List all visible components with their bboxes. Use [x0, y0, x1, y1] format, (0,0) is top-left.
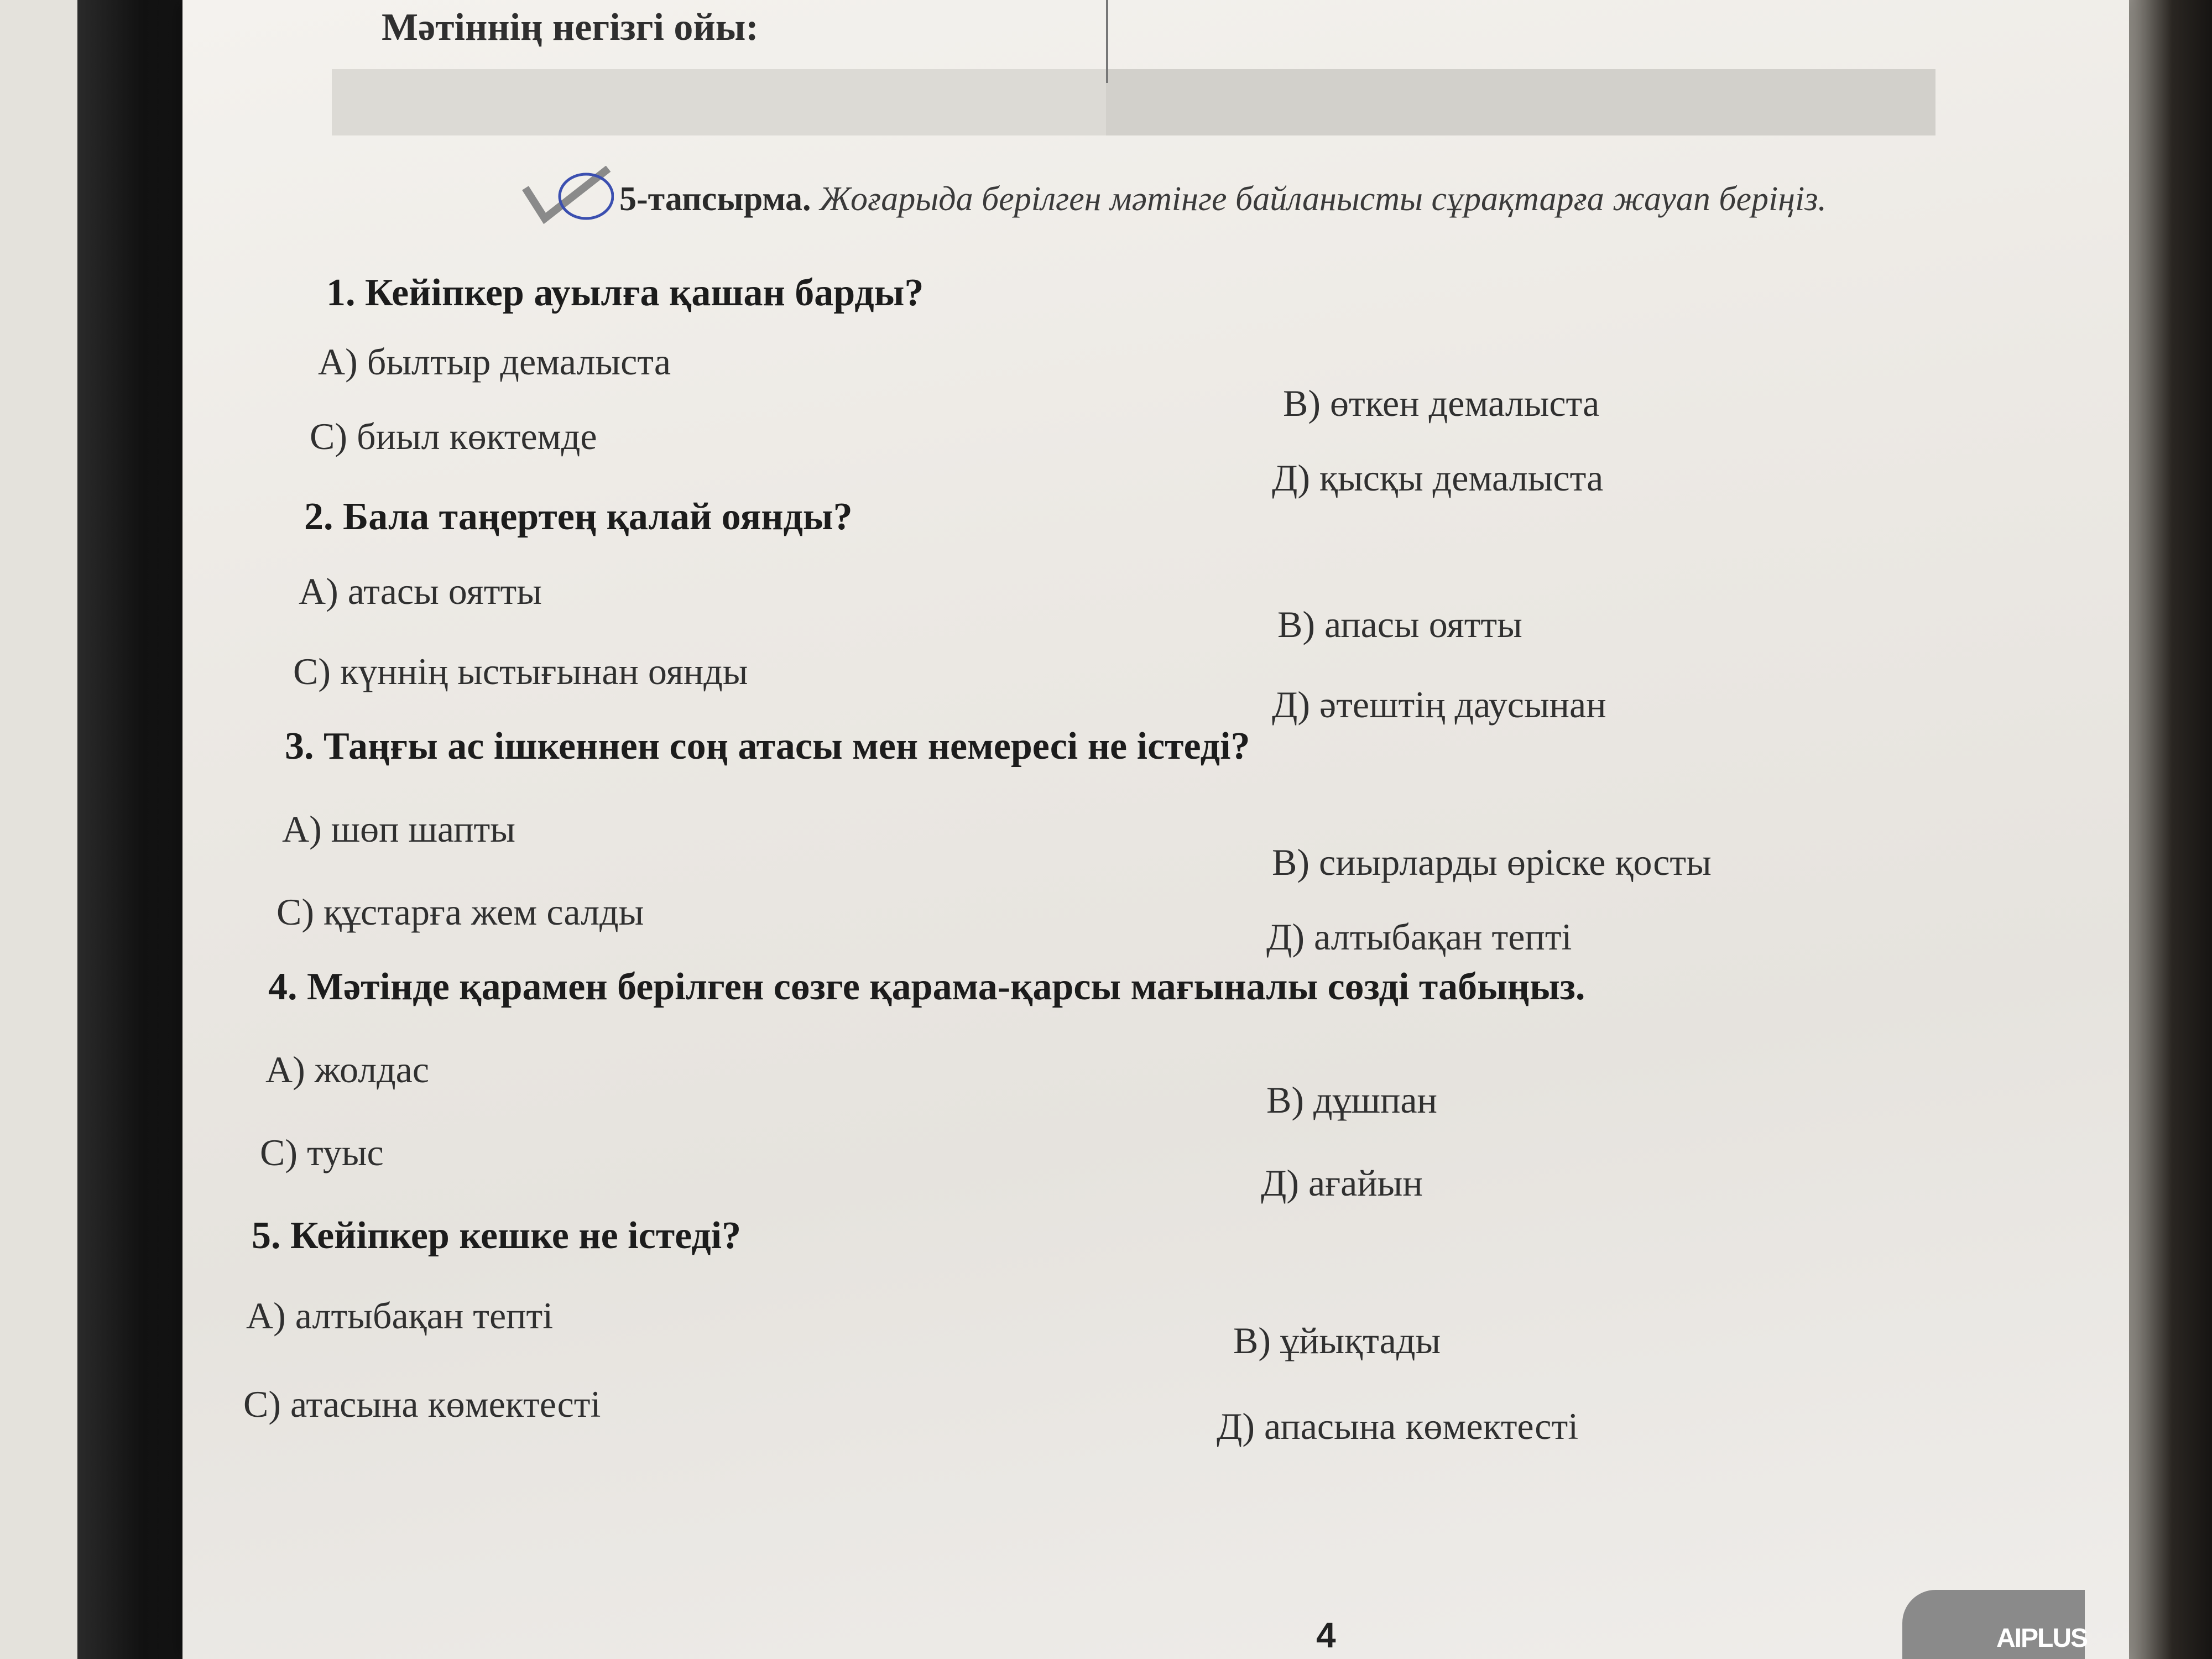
option-5a: А) алтыбақан тепті [246, 1295, 554, 1337]
task-number: 5-тапсырма. [619, 180, 811, 218]
option-1a: А) былтыр демалыста [318, 341, 671, 383]
worksheet-page [182, 0, 2129, 1659]
answer-cell [1106, 69, 1936, 135]
option-3b: В) сиырларды өріске қосты [1272, 841, 1712, 883]
option-1b: В) өткен демалыста [1283, 382, 1600, 424]
option-3a: А) шөп шапты [282, 808, 515, 850]
question-1: 1. Кейіпкер ауылға қашан барды? [326, 272, 924, 314]
question-3: 3. Таңғы ас ішкеннен соң атасы мен немересі не істеді? [285, 725, 1250, 768]
page-number: 4 [1316, 1615, 1336, 1655]
question-2: 2. Бала таңертең қалай оянды? [304, 495, 853, 538]
table-divider [1106, 0, 1108, 83]
logo-text: AIPLUS [1996, 1624, 2088, 1653]
option-4c: С) туыс [260, 1131, 384, 1173]
option-1c: С) биыл көктемде [310, 415, 597, 457]
task-instruction: Жоғарыда берілген мәтінге байланысты сұрақтарға жауап беріңіз. [820, 180, 1827, 218]
option-3c: С) құстарға жем салды [276, 891, 644, 933]
option-4a: А) жолдас [265, 1048, 430, 1091]
option-5d: Д) апасына көмектесті [1217, 1405, 1579, 1447]
question-4: 4. Мәтінде қарамен берілген сөзге қарама-қарсы мағыналы сөзді табыңыз. [268, 966, 1585, 1008]
option-2b: В) апасы оятты [1277, 603, 1522, 645]
checkmark-icon [520, 166, 614, 227]
option-2d: Д) әтештің даусынан [1272, 684, 1606, 726]
task-heading [619, 180, 1827, 219]
option-3d: Д) алтыбақан тепті [1266, 916, 1572, 958]
option-2a: А) атасы оятты [299, 570, 542, 612]
option-2c: С) күннің ыстығынан оянды [293, 650, 748, 692]
option-5c: С) атасына көмектесті [243, 1383, 601, 1425]
table-cell [332, 69, 1106, 135]
option-5b: В) ұйықтады [1233, 1319, 1441, 1361]
option-4b: В) дұшпан [1266, 1079, 1437, 1121]
option-4d: Д) ағайын [1261, 1162, 1423, 1204]
option-1d: Д) қысқы демалыста [1272, 457, 1604, 499]
main-idea-label: Мәтіннің негізгі ойы: [382, 6, 759, 49]
question-5: 5. Кейіпкер кешке не істеді? [252, 1214, 742, 1257]
